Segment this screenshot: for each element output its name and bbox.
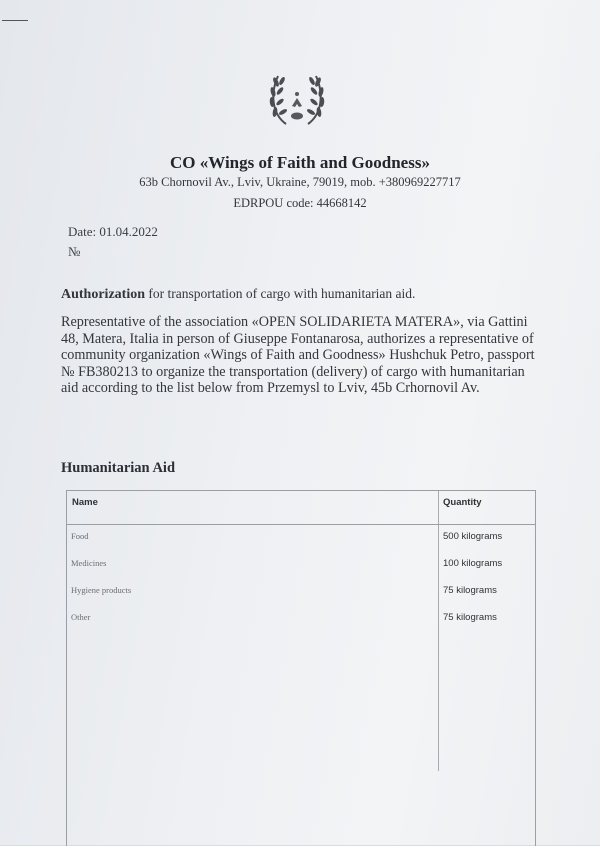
humanitarian-aid-table [66,490,536,846]
row-name: Food [71,531,89,541]
row-name: Medicines [71,558,107,568]
authorization-body: Representative of the association «OPEN SOLIDARIETA MATERA», via Gattini 48, Matera, Italia in person of Giuseppe Fontanarosa, authorizes a representative of community organization «Wings of Faith and Goodness» Hushchuk Petro, passport № FB380213 to organize the transportation (delivery) of cargo with humanitarian aid according to the list below from Przemysl to Lviv, 45b Crhornovil Av. [61,314,535,397]
organization-address: 63b Chornovil Av., Lviv, Ukraine, 79019, mob. +380969227717 [139,175,461,189]
header-divider [67,524,535,525]
table-row [67,585,535,605]
row-quantity: 500 kilograms [443,531,503,542]
row-quantity: 75 kilograms [443,612,497,623]
edrpou-code: EDRPOU code: 44668142 [233,196,367,210]
authorization-subject: for transportation of cargo with humanitarian aid. [145,286,416,301]
document-date: Date: 01.04.2022 [68,224,158,239]
authorization-heading [61,286,415,303]
header-quantity: Quantity [443,497,482,508]
pen-mark [2,20,28,21]
header-name: Name [72,497,98,508]
table-row [67,612,535,632]
document-number: № [68,244,81,259]
organization-title: CO «Wings of Faith and Goodness» [170,153,430,172]
laurel-wreath-logo [262,64,332,134]
row-name: Hygiene products [71,585,132,595]
authorization-label: Authorization [61,287,145,302]
row-quantity: 100 kilograms [443,558,503,569]
row-quantity: 75 kilograms [443,585,497,596]
row-name: Other [71,612,91,622]
section-title: Humanitarian Aid [61,460,176,476]
table-row [67,531,535,551]
table-row [67,558,535,578]
